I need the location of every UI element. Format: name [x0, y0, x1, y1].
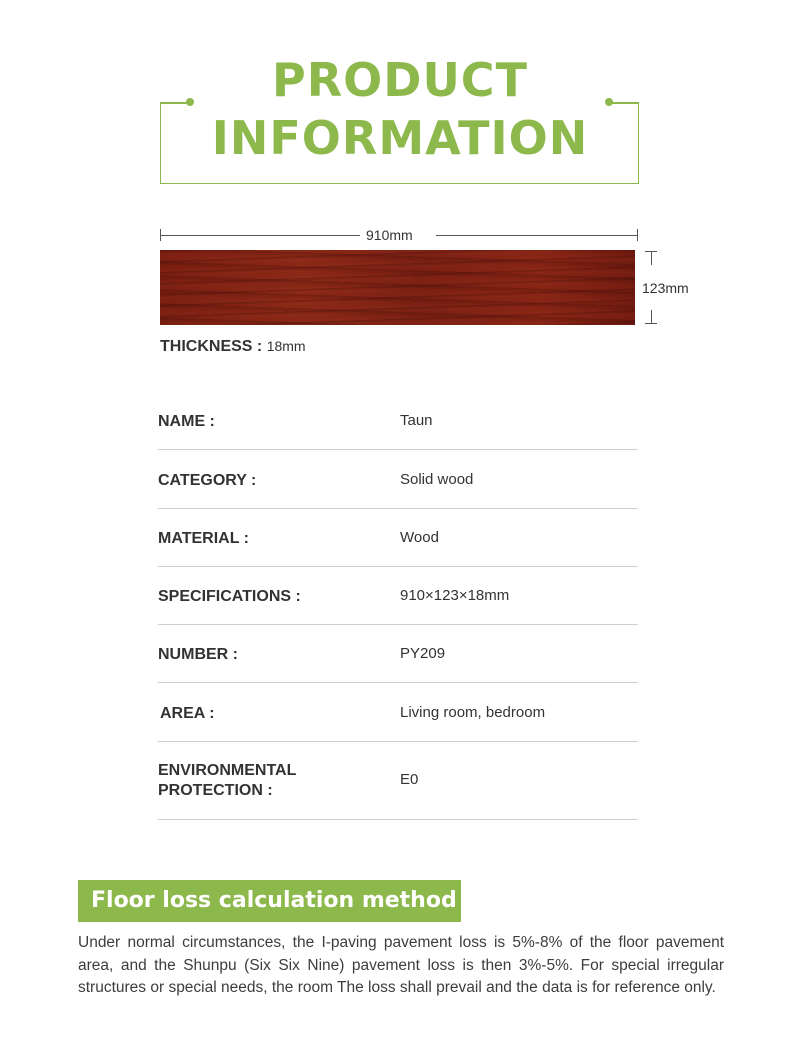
- spec-value: Wood: [400, 529, 439, 546]
- section-heading-banner: Floor loss calculation method: [78, 880, 461, 922]
- spec-value: Solid wood: [400, 471, 474, 488]
- length-dimension-label: 910mm: [366, 227, 413, 243]
- length-dim-line-left: [160, 235, 360, 236]
- width-dimension-label: 123mm: [642, 280, 689, 296]
- spec-value: PY209: [400, 645, 446, 662]
- spec-label: ENVIRONMENTAL PROTECTION :: [158, 762, 297, 799]
- spec-value: Living room, bedroom: [400, 704, 546, 721]
- spec-row-area: [158, 683, 638, 742]
- spec-label: NAME :: [158, 413, 215, 430]
- spec-value: Taun: [400, 412, 433, 429]
- thickness-label: THICKNESS :: [160, 338, 263, 355]
- thickness-info: [160, 338, 306, 356]
- length-dim-cap-right: [637, 229, 638, 241]
- spec-label: MATERIAL :: [158, 530, 249, 547]
- page-title-line-1: PRODUCT: [272, 53, 528, 107]
- spec-label: NUMBER :: [158, 646, 238, 663]
- spec-row-name: [158, 392, 638, 450]
- width-dim-line-bottom: [651, 310, 652, 323]
- loss-description-paragraph: Under normal circumstances, the I-paving pavement loss is 5%-8% of the floor pavement area, and the Shunpu (Six Six Nine) pavement loss is then 3%-5%. For special irregular structures or special needs, the room The loss shall prevail and the data is for reference only.: [78, 934, 724, 996]
- spec-value: E0: [400, 771, 419, 788]
- spec-value: 910×123×18mm: [400, 587, 510, 604]
- spec-row-material: [158, 509, 638, 567]
- length-dim-line-right: [436, 235, 638, 236]
- spec-row-environmental-protection: [158, 742, 638, 820]
- width-dim-line-top: [651, 251, 652, 265]
- spec-label: AREA :: [160, 705, 215, 722]
- width-dim-cap-bottom: [645, 323, 657, 324]
- spec-label: CATEGORY :: [158, 472, 257, 489]
- thickness-value: 18mm: [266, 338, 306, 354]
- spec-row-specifications: [158, 567, 638, 625]
- spec-row-number: [158, 625, 638, 683]
- page-title-line-2: INFORMATION: [211, 111, 589, 165]
- spec-row-category: [158, 450, 638, 509]
- spec-label: SPECIFICATIONS :: [158, 588, 301, 605]
- wood-plank-image: [160, 250, 635, 325]
